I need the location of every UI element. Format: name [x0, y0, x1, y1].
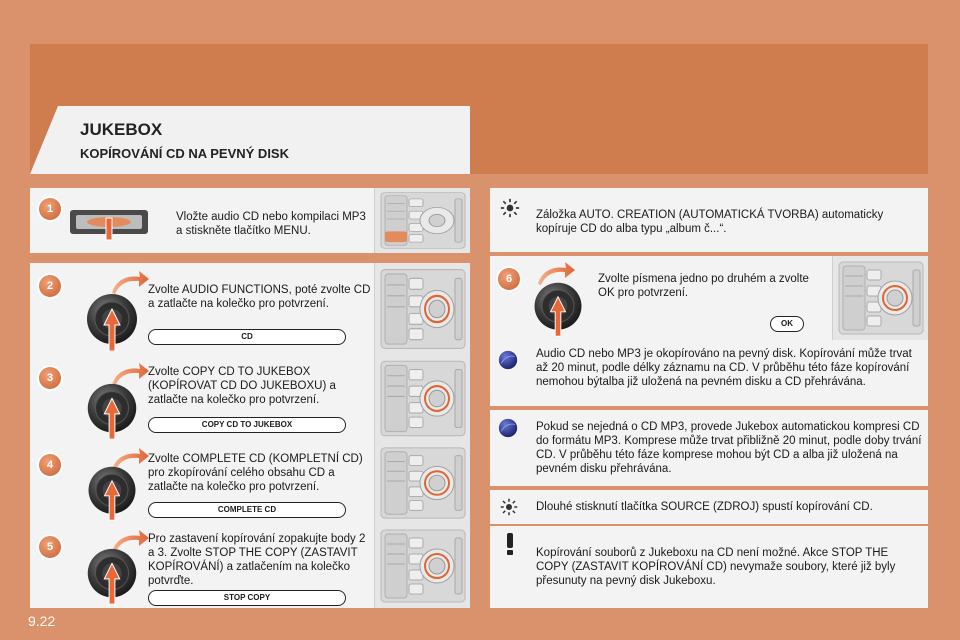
page-number: 9.22: [28, 613, 56, 629]
step-5-text: Pro zastavení kopírování zopakujte body 2 a 3. Zvolte STOP THE COPY (ZASTAVIT KOPÍROVÁNÍ) a zatlačením na kolečko potvrďte.: [148, 533, 366, 587]
page-title: JUKEBOX: [80, 120, 163, 139]
copy-cd-to-jukebox-button[interactable]: COPY CD TO JUKEBOX: [148, 417, 346, 433]
cd-menu-button[interactable]: CD: [148, 329, 346, 345]
info-copied-panel: [490, 340, 928, 406]
title-panel: [30, 106, 470, 174]
step-3-panel: [30, 355, 470, 442]
exclamation-icon: [502, 532, 518, 556]
rotary-knob-icon: [528, 278, 588, 340]
rotary-knob-icon: [82, 289, 142, 355]
step-number-5: 5: [39, 536, 61, 558]
radio-panel-icon: [374, 355, 470, 442]
step-2-panel: [30, 263, 470, 355]
cd-slot-icon: [70, 206, 150, 242]
ok-button[interactable]: OK: [770, 316, 804, 332]
tip-auto-creation-panel: [490, 188, 928, 252]
page-subtitle: KOPÍROVÁNÍ CD NA PEVNÝ DISK: [80, 146, 289, 161]
info-disc-icon: [498, 418, 518, 438]
step-4-text: Zvolte COMPLETE CD (KOMPLETNÍ CD) pro zkopírování celého obsahu CD a zatlačte na kolečko pro potvrzení.: [148, 453, 363, 493]
step-number-3: 3: [39, 367, 61, 389]
step-1-text: Vložte audio CD nebo kompilaci MP3 a stiskněte tlačítko MENU.: [176, 211, 366, 237]
stop-copy-button[interactable]: STOP COPY: [148, 590, 346, 606]
sun-tip-icon: [500, 198, 520, 218]
radio-panel-icon: [374, 524, 470, 608]
tip-source-panel: [490, 490, 928, 524]
info-compress-text: Pokud se nejedná o CD MP3, provede Jukebox automatickou kompresi CD do formátu MP3. Komprese může trvat přibližně 20 minut, podle doby trvání CD. V průběhu této fáze komprese mohou být CD a alba již uložená na pevném disku přehrávána.: [536, 421, 922, 475]
step-6-panel: [490, 256, 928, 340]
info-disc-icon: [498, 350, 518, 370]
warning-text: Kopírování souborů z Jukeboxu na CD není možné. Akce STOP THE COPY (ZASTAVIT KOPÍROVÁNÍ CD) nevymaže soubory, které již byly přesunuty na pevný disk Jukeboxu.: [536, 547, 896, 587]
tip-source-text: Dlouhé stisknutí tlačítka SOURCE (ZDROJ) spustí kopírování CD.: [536, 501, 873, 513]
complete-cd-button[interactable]: COMPLETE CD: [148, 502, 346, 518]
radio-panel-icon: [374, 188, 470, 253]
tip-auto-creation-text: Záložka AUTO. CREATION (AUTOMATICKÁ TVORBA) automaticky kopíruje CD do alba typu „album č...“.: [536, 209, 884, 235]
rotary-knob-icon: [82, 544, 142, 608]
step-6-text: Zvolte písmena jedno po druhém a zvolte OK pro potvrzení.: [598, 273, 809, 299]
rotary-knob-icon: [82, 379, 142, 443]
warning-panel: [490, 526, 928, 608]
step-number-6: 6: [498, 268, 520, 290]
info-copied-text: Audio CD nebo MP3 je okopírováno na pevný disk. Kopírování může trvat až 20 minut, podle délky záznamu na CD. V průběhu této fáze kopírování nemohou býtalba již uložená na pevném disku a CD přehrávána.: [536, 348, 912, 388]
rotary-knob-icon: [82, 462, 142, 524]
step-2-text: Zvolte AUDIO FUNCTIONS, poté zvolte CD a zatlačte na kolečko pro potvrzení.: [148, 284, 371, 310]
sun-tip-icon: [500, 498, 518, 516]
step-number-4: 4: [39, 454, 61, 476]
info-compress-panel: [490, 410, 928, 486]
radio-panel-icon: [374, 442, 470, 524]
step-5-panel: [30, 524, 470, 608]
step-1-panel: [30, 188, 470, 253]
step-number-2: 2: [39, 275, 61, 297]
step-number-1: 1: [39, 198, 61, 220]
step-4-panel: [30, 442, 470, 524]
step-3-text: Zvolte COPY CD TO JUKEBOX (KOPÍROVAT CD DO JUKEBOXU) a zatlačte na kolečko pro potvrzení.: [148, 366, 336, 406]
radio-panel-icon: [832, 256, 928, 340]
radio-panel-icon: [374, 263, 470, 355]
